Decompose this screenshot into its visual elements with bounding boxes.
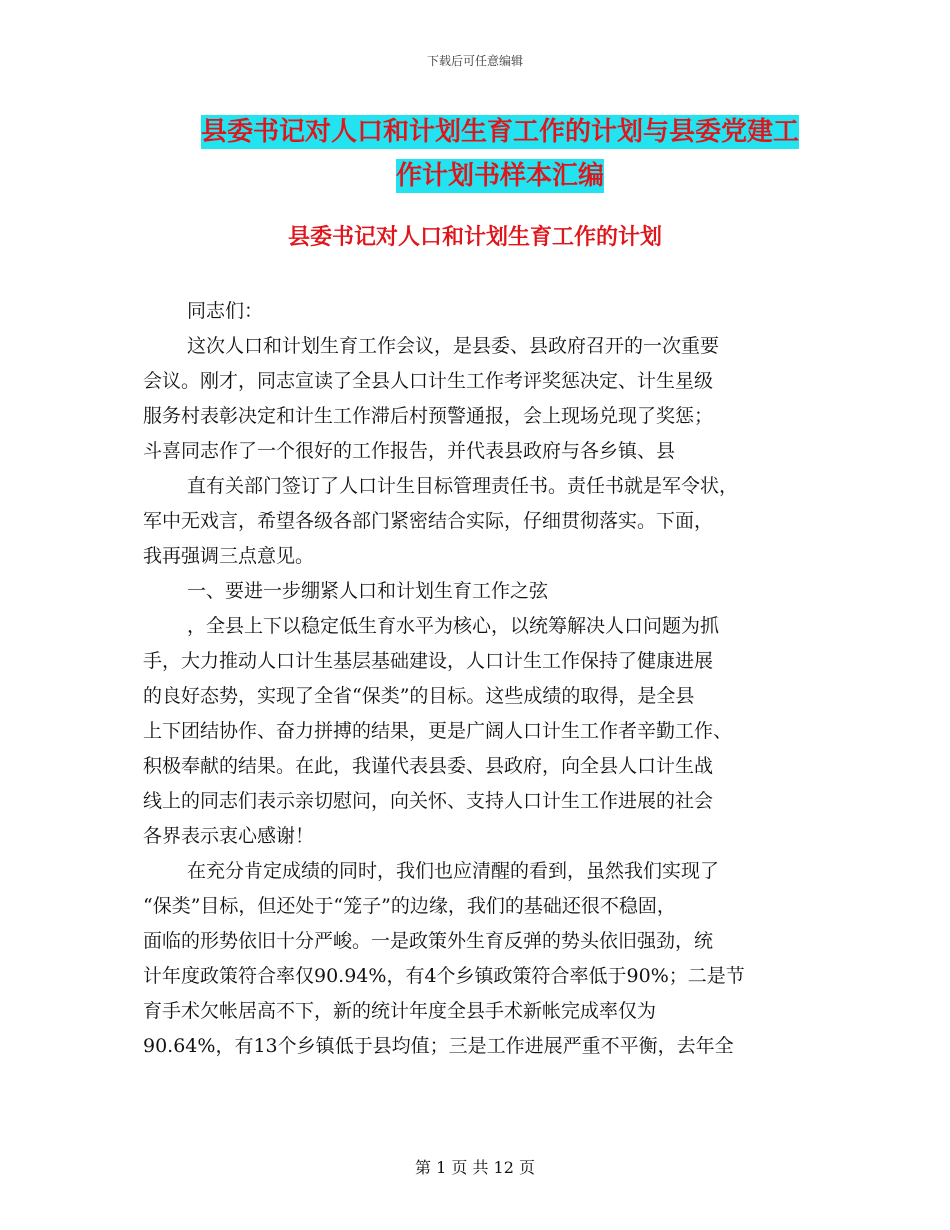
- text-line: 线上的同志们表示亲切慰问，向关怀、支持人口计生工作进展的社会: [143, 790, 714, 812]
- text-line: 军中无戏言，希望各级各部门紧密结合实际，仔细贯彻落实。下面，: [143, 510, 714, 532]
- text-line: “保类”目标，但还处于“笼子”的边缘，我们的基础还很不稳固，: [143, 895, 676, 917]
- text-line: 在充分肯定成绩的同时，我们也应清醒的看到，虽然我们实现了: [187, 860, 720, 882]
- text-line: 手，大力推动人口计生基层基础建设，人口计生工作保持了健康进展: [143, 650, 714, 672]
- text-line: 斗喜同志作了一个很好的工作报告，并代表县政府与各乡镇、县: [143, 440, 676, 462]
- text-line: 这次人口和计划生育工作会议，是县委、县政府召开的一次重要: [187, 335, 720, 357]
- text-line: 面临的形势依旧十分严峻。一是政策外生育反弹的势头依旧强劲，统: [143, 930, 714, 952]
- title-line-2: 作计划书样本汇编: [395, 161, 604, 191]
- header-note: 下载后可任意编辑: [426, 54, 523, 68]
- text-line: 上下团结协作、奋力拼搏的结果，更是广阔人口计生工作者辛勤工作、: [143, 720, 733, 742]
- text-line: 我再强调三点意见。: [143, 545, 315, 567]
- document-title: [190, 110, 810, 198]
- text-line: 育手术欠帐居高不下，新的统计年度全县手术新帐完成率仅为: [143, 1000, 657, 1022]
- body-text: [143, 294, 813, 1064]
- text-line: 各界表示衷心感谢！: [143, 825, 315, 847]
- text-line: ，全县上下以稳定低生育水平为核心，以统筹解决人口问题为抓: [187, 615, 720, 637]
- text-line: 同志们：: [187, 300, 264, 322]
- text-line: 90.64%，有13个乡镇低于县均值；三是工作进展严重不平衡，去年全: [143, 1035, 734, 1057]
- page-footer: 第 1 页 共 12 页: [415, 1158, 535, 1177]
- title-line-1: 县委书记对人口和计划生育工作的计划与县委党建工: [200, 117, 799, 147]
- text-line: 一、要进一步绷紧人口和计划生育工作之弦: [187, 580, 549, 602]
- section-title: 县委书记对人口和计划生育工作的计划: [287, 225, 662, 250]
- text-line: 的良好态势，实现了全省“保类”的目标。这些成绩的取得，是全县: [143, 685, 695, 707]
- text-line: 积极奉献的结果。在此，我谨代表县委、县政府，向全县人口计生战: [143, 755, 714, 777]
- text-line: 直有关部门签订了人口计生目标管理责任书。责任书就是军令状，: [187, 475, 739, 497]
- text-line: 计年度政策符合率仅90.94%，有4个乡镇政策符合率低于90%；二是节: [143, 965, 745, 987]
- text-line: 服务村表彰决定和计生工作滞后村预警通报，会上现场兑现了奖惩；: [143, 405, 714, 427]
- text-line: 会议。刚才，同志宣读了全县人口计生工作考评奖惩决定、计生星级: [143, 370, 714, 392]
